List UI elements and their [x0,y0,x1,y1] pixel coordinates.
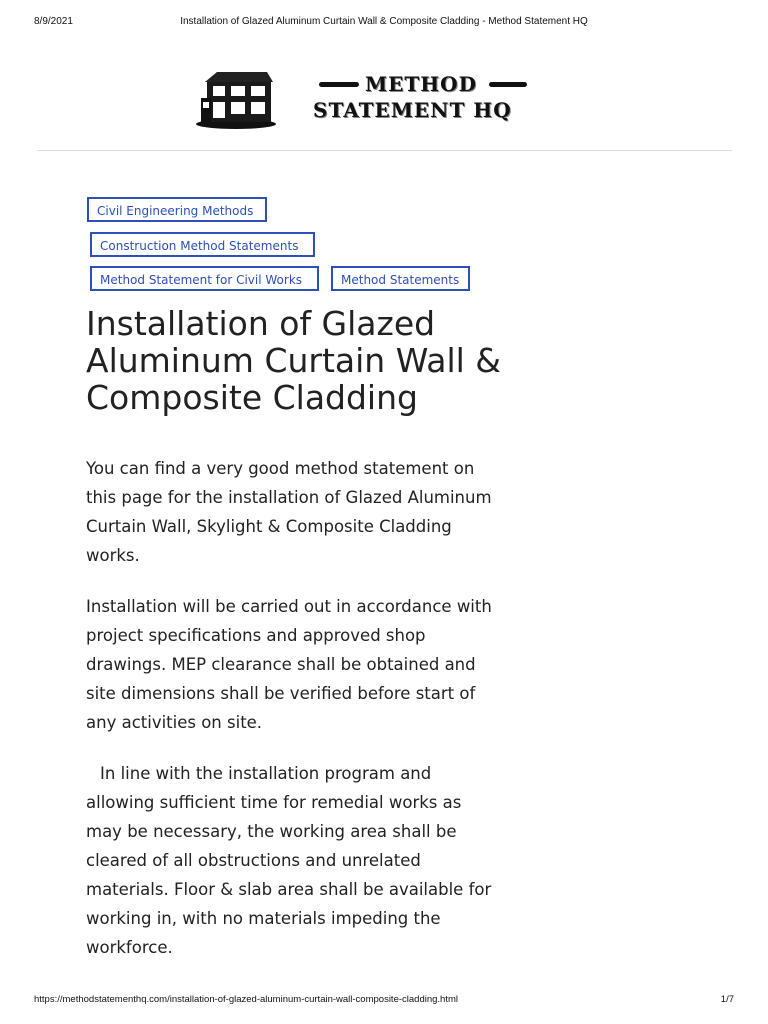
site-logo[interactable] [193,68,533,132]
logo-word-statement-hq: STATEMENT HQ [313,98,512,122]
article-content [86,454,501,984]
tag-civil-engineering-methods[interactable]: Civil Engineering Methods [87,197,267,222]
print-footer [0,994,768,1008]
tag-method-statement-civil-works[interactable]: Method Statement for Civil Works [90,266,319,291]
print-url: https://methodstatementhq.com/installation-of-glazed-aluminum-curtain-wall-composite-cladding.html [34,994,458,1005]
article-paragraph: Installation will be carried out in accordance with project specifications and approved shop drawings. MEP clearance shall be obtained and site dimensions shall be verified before start of any activities on site. [86,597,492,732]
header-divider [37,150,732,151]
article-paragraph: In line with the installation program and allowing sufficient time for remedial works as may be necessary, the working area shall be cleared of all obstructions and unrelated materials. Floor & slab area shall be available for working in, with no materials impeding the workforce. [86,764,492,957]
logo-line1 [313,72,528,96]
logo-word-method: METHOD [365,72,477,96]
print-page-title: Installation of Glazed Aluminum Curtain Wall & Composite Cladding - Method Statement HQ [180,16,588,27]
logo-bar-right [489,82,527,87]
tag-method-statements[interactable]: Method Statements [331,266,470,291]
print-page-number: 1/7 [720,994,734,1005]
print-header [0,16,768,30]
print-date: 8/9/2021 [34,16,73,27]
logo-bar-left [319,82,359,87]
tag-construction-method-statements[interactable]: Construction Method Statements [90,232,315,257]
logo-text [313,72,533,128]
article-paragraph: You can find a very good method statement on this page for the installation of Glazed Aluminum Curtain Wall, Skylight & Composite Cladding works. [86,459,492,565]
building-icon [193,68,279,130]
article-title: Installation of Glazed Aluminum Curtain Wall & Composite Cladding [86,304,501,417]
